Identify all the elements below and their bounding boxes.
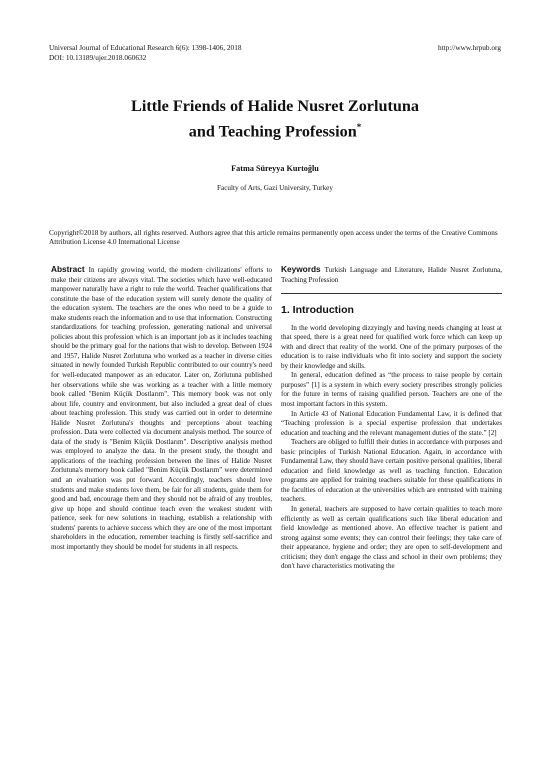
section-heading-introduction: 1. Introduction bbox=[281, 304, 354, 317]
running-header bbox=[49, 43, 501, 63]
title-line-1: Little Friends of Halide Nusret Zorlutuna bbox=[131, 97, 419, 115]
right-column bbox=[281, 265, 502, 572]
intro-paragraph: In the world developing dizzyingly and having needs changing at least at that speed, there is a great need for qualified work force which can keep up with and direct that reality of the world. One of the primary purposes of the education is to raise individuals who fit into society and support the society by their knowledge and skills. bbox=[281, 323, 502, 370]
keywords-text: Turkish Language and Literature, Halide Nusret Zorlutuna, Teaching Profession bbox=[281, 266, 502, 284]
keywords-divider bbox=[281, 293, 502, 294]
left-column bbox=[51, 265, 272, 552]
intro-paragraph: In general, teachers are supposed to have certain qualities to teach more efficiently as well as certain qualifications such like liberal education and field knowledge as mentioned above. An effective teacher is patient and strong against some events; they can control their feelings; they take care of their appearance, hygiene and order; they are open to self-development and criticism; they don't engage the class and school in their own problems; they don't have characteristics motivating the bbox=[281, 505, 502, 571]
journal-citation: Universal Journal of Educational Research 6(6): 1398-1406, 2018 bbox=[49, 43, 242, 52]
keywords bbox=[281, 265, 502, 285]
abstract-label: Abstract bbox=[51, 264, 85, 274]
author-name: Fatma Süreyya Kurtoğlu bbox=[231, 164, 319, 173]
intro-paragraph: In general, education defined as “the process to raise people by certain purposes” [1] is a system in which every society prescribes strongly policies for the future in terms of raising qualified person. Teachers are one of the most important factors in this system. bbox=[281, 371, 502, 409]
intro-paragraph: In Article 43 of National Education Fundamental Law, it is defined that “Teaching profession is a special expertise profession that undertakes education and teaching and the relevant management duties of the state.” [2] bbox=[281, 409, 502, 437]
title-line-2: and Teaching Profession bbox=[188, 122, 357, 141]
paper-title bbox=[49, 96, 501, 142]
abstract-text: In rapidly growing world, the modern civilizations' efforts to make their citizens are always vital. The societies which have well-educated manpower naturally have a right to rule the world. Teacher qualifications that constitute the base of the education system will surely denote the quality of the education system. The teachers are the ones who need to be a guide to make students reach the information and to use that information. Constructing standardizations for teaching profession, generating national and universal policies about this profession which is an important job as it includes teaching should be the primary goal for the nations that wish to develop. Between 1924 and 1957, Halide Nusret Zorlutuna who worked as a teacher in diverse cities situated in newly founded Turkish Republic contributed to our country's need for well-educated manpower as an educator. Later on, Zorlutuna published her observations while she was working as a teacher with a little memory book called "Benim Küçük Dostlarım". This memory book was not only about life, country and environment, but also included a great deal of clues about teaching profession. This study was carried out in order to determine Halide Nusret Zorlutuna's thoughts and perceptions about teaching profession. Data were collected via document analysis method. The source of data of the study is "Benim Küçük Dostlarım". Descriptive analysis method was employed to analyze the data. In the present study, the thought and applications of the teaching profession between the lines of Halide Nusret Zorlutuna's memory book called "Benim Küçük Dostlarım" were determined and an evaluation was put forward. Accordingly, teachers should love students and make students love them, be fair for all students, guide them for good and bad, encourage them and they should not be afraid of any troubles, give up hope and should continue teach even the weakest student with patience, seek for new solutions in teaching, establish a relationship with students' parents to achieve success which they are one of the most important shareholders in the education, remember teaching is firstly self-sacrifice and most importantly they should be model for students in all respects. bbox=[51, 266, 272, 551]
keywords-label: Keywords bbox=[281, 264, 321, 274]
copyright-notice: Copyright©2018 by authors, all rights reserved. Authors agree that this article remains permanently open access under the terms of the Creative Commons Attribution License 4.0 International License bbox=[49, 229, 498, 247]
abstract bbox=[51, 265, 272, 552]
title-footnote-mark[interactable]: * bbox=[356, 122, 362, 132]
author-affiliation: Faculty of Arts, Gazi University, Turkey bbox=[217, 184, 333, 192]
intro-paragraph: Teachers are obliged to fulfill their duties in accordance with purposes and basic principles of Turkish National Education. Again, in accordance with Fundamental Law, they should have certain positive personal qualities, liberal education and field knowledge as well as teaching function. Education programs are applied for training teachers suitable for these qualifications in the faculties of education at the universities which are entrusted with training teachers. bbox=[281, 438, 502, 504]
journal-url[interactable]: http://www.hrpub.org bbox=[437, 43, 501, 52]
doi[interactable]: DOI: 10.13189/ujer.2018.060632 bbox=[49, 53, 147, 62]
